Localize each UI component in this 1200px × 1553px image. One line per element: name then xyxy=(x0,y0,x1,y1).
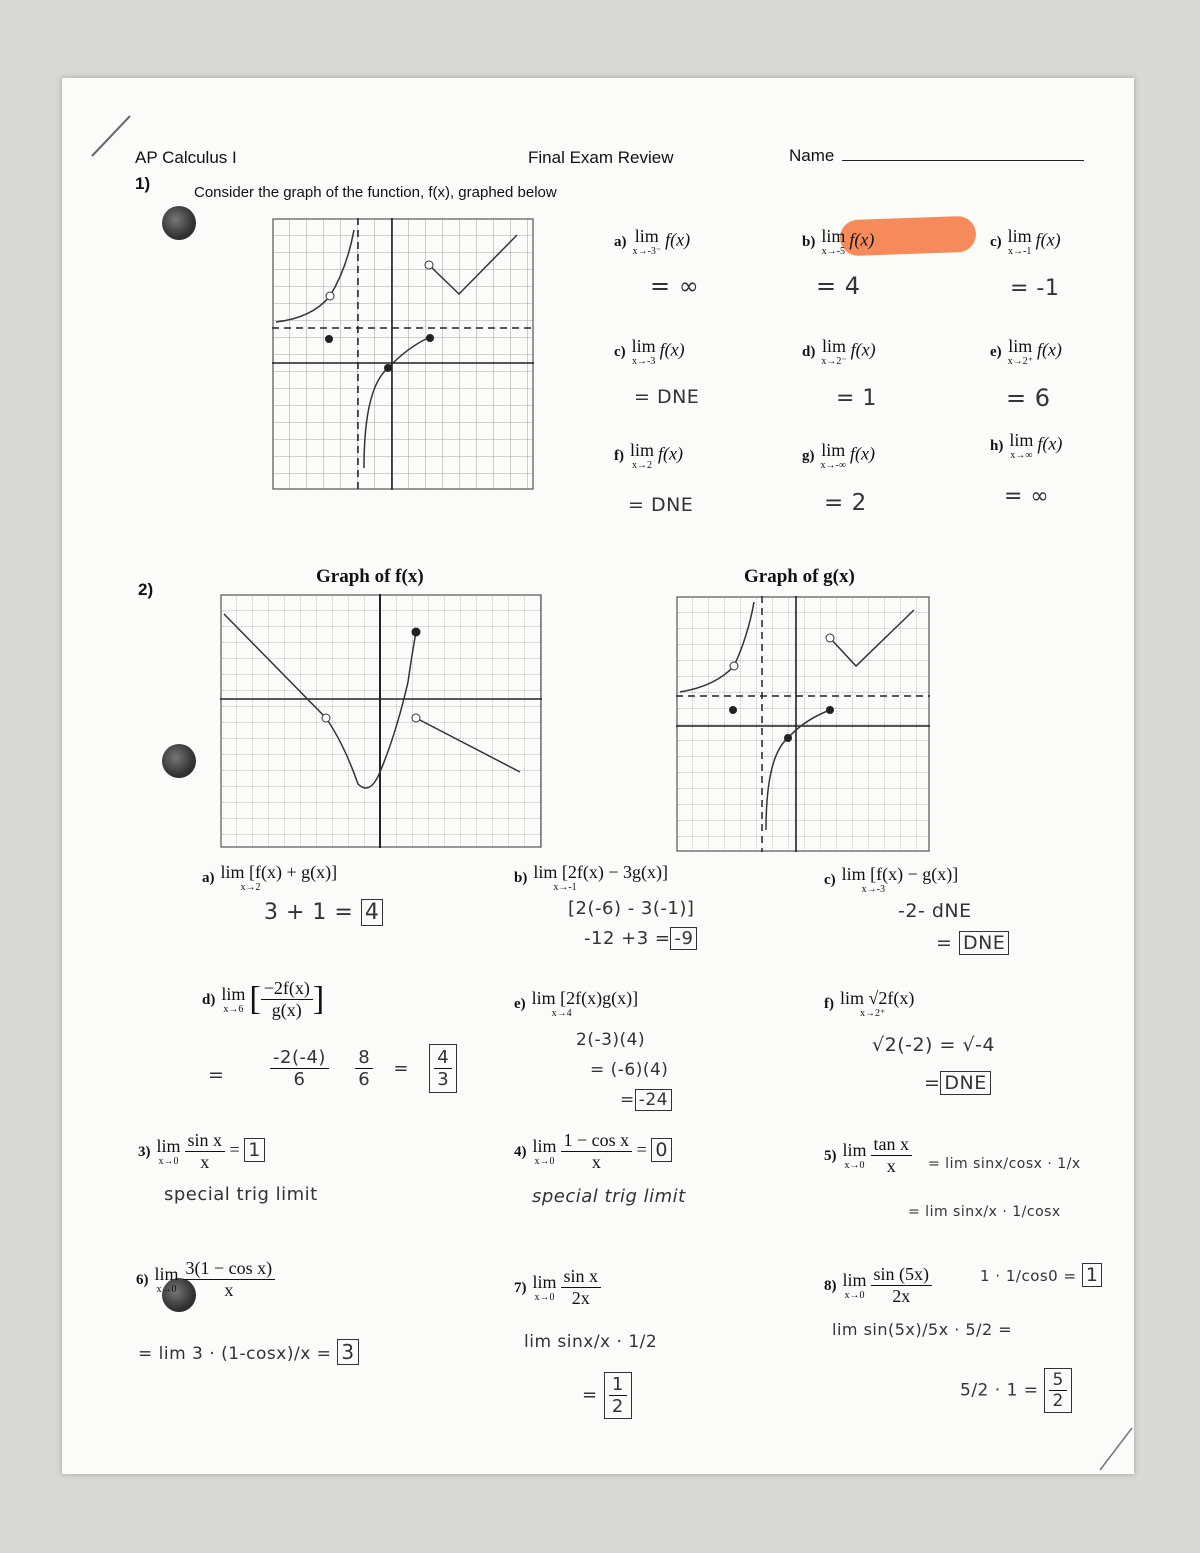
q2-work-e1: 2(-3)(4) xyxy=(576,1030,646,1050)
q1-part-d: d) lim x→2⁻ f(x) xyxy=(802,336,876,367)
q4-note: special trig limit xyxy=(532,1186,686,1207)
binder-hole xyxy=(162,744,196,778)
q4-answer: 0 xyxy=(651,1138,672,1162)
q2-part-c: c) lim [f(x) − g(x)] x→-3 xyxy=(824,864,959,895)
q7-answer: $\frac{1}{2}$ xyxy=(604,1372,632,1419)
q2-number: 2) xyxy=(138,580,154,599)
q6-answer: 3 xyxy=(337,1339,358,1365)
q5-work-2: = lim sinx/x · 1/cosx xyxy=(908,1204,1061,1220)
q5-work-3: 1 · 1/cos0 = 1 xyxy=(980,1264,1102,1286)
worksheet-page xyxy=(62,78,1134,1474)
q8-work-1: lim sin(5x)/5x · 5/2 = xyxy=(832,1320,1013,1339)
q2-work-d: $\frac{-2(-4)}{6}$ $\frac{8}{6}$ = $\frac{4}{3}$ xyxy=(270,1044,457,1093)
q7-answer-wrap: = $\frac{1}{2}$ xyxy=(582,1372,632,1419)
q1-answer-c1: = -1 xyxy=(1010,276,1060,301)
q5-answer: 1 xyxy=(1082,1263,1103,1287)
q3-problem: 3) lim x→0 $\frac{\text{sin x}}{x}$ = 1 xyxy=(138,1130,265,1173)
q5-problem: 5) lim x→0 $\frac{\text{tan x}}{x}$ xyxy=(824,1134,912,1177)
q2-answer-c: DNE xyxy=(959,931,1009,955)
q2-part-d: d) lim x→6 [ $\frac{-2f(x)}{g(x)}$ ] xyxy=(202,978,325,1020)
q2-work-c: -2- dNE xyxy=(898,900,972,922)
q1-prompt: Consider the graph of the function, f(x), graphed below xyxy=(194,184,557,201)
q1-part-c1: c) lim x→-1 f(x) xyxy=(990,226,1061,257)
graph-f xyxy=(220,594,542,848)
q1-part-e: e) lim x→2⁺ f(x) xyxy=(990,336,1062,367)
q7-work: lim sinx/x · 1/2 xyxy=(524,1332,658,1352)
graph-g-title: Graph of g(x) xyxy=(744,566,855,587)
q1-part-a: a) lim x→-3⁻ f(x) xyxy=(614,226,691,257)
q2-work-e2: = (-6)(4) xyxy=(590,1060,669,1080)
q1-answer-e: = 6 xyxy=(1006,384,1051,412)
q2-part-b: b) lim [2f(x) − 3g(x)] x→-1 xyxy=(514,862,668,893)
name-label: Name xyxy=(789,146,835,165)
q8-problem: 8) lim x→0 $\frac{\sin (5x)}{2x}$ xyxy=(824,1264,932,1307)
q2-work-b1: [2(-6) - 3(-1)] xyxy=(568,898,695,919)
q6-work: = lim 3 · (1-cosx)/x = 3 xyxy=(138,1340,359,1364)
q1-answer-d: = 1 xyxy=(836,386,877,411)
q8-answer: $\frac{5}{2}$ xyxy=(1044,1368,1071,1413)
q1-answer-a: = ∞ xyxy=(650,272,700,300)
q2-answer-e: -24 xyxy=(635,1089,672,1111)
q2-answer-b: -9 xyxy=(670,927,697,950)
q2-part-a: a) lim [f(x) + g(x)] x→2 xyxy=(202,862,338,893)
page-title: Final Exam Review xyxy=(528,148,674,167)
graph-f-title: Graph of f(x) xyxy=(316,566,424,587)
q1-number: 1) xyxy=(135,174,151,193)
q8-work-2: 5/2 · 1 = $\frac{5}{2}$ xyxy=(960,1368,1072,1413)
q1-answer-c2: = DNE xyxy=(634,386,700,408)
q1-part-b: b) lim x→-5 f(x) xyxy=(802,226,875,257)
q2-answer-f: DNE xyxy=(940,1071,990,1095)
q1-graph xyxy=(272,218,534,490)
q2-part-f: f) lim √2f(x) x→2⁺ xyxy=(824,988,915,1019)
q3-answer: 1 xyxy=(244,1138,265,1162)
q2-work-a: 3 + 1 = 4 xyxy=(264,900,383,925)
q2-answer-a: 4 xyxy=(361,899,384,926)
q2-work-f: √2(-2) = √-4 xyxy=(872,1034,996,1056)
q1-part-c2: c) lim x→-3 f(x) xyxy=(614,336,685,367)
q2-work-d-eq: = xyxy=(208,1064,225,1086)
binder-hole xyxy=(162,206,196,240)
q1-part-g: g) lim x→-∞ f(x) xyxy=(802,440,875,471)
corner-pen-mark xyxy=(1096,1424,1136,1474)
q2-answer-f-wrap: = DNE xyxy=(924,1072,991,1094)
name-line xyxy=(842,160,1084,161)
q1-part-f: f) lim x→2 f(x) xyxy=(614,440,683,471)
q2-answer-c-wrap: = DNE xyxy=(936,932,1009,954)
q1-answer-b: = 4 xyxy=(816,272,861,300)
q2-answer-e-wrap: = -24 xyxy=(620,1090,672,1110)
q1-part-h: h) lim x→∞ f(x) xyxy=(990,430,1063,461)
q3-note: special trig limit xyxy=(164,1184,318,1205)
q2-part-e: e) lim [2f(x)g(x)] x→4 xyxy=(514,988,639,1019)
q1-answer-g: = 2 xyxy=(824,490,867,516)
q5-work-1: = lim sinx/cosx · 1/x xyxy=(928,1156,1081,1172)
course-title: AP Calculus I xyxy=(135,148,237,167)
q4-problem: 4) lim x→0 $\frac{\text{1 − cos x}}{x}$ = 0 xyxy=(514,1130,672,1173)
q6-problem: 6) lim x→0 $\frac{\text{3(1 − cos x)}}{x}$ xyxy=(136,1258,275,1301)
q7-problem: 7) lim x→0 $\frac{\text{sin x}}{2x}$ xyxy=(514,1266,601,1309)
corner-pen-mark xyxy=(88,112,138,162)
graph-g xyxy=(676,596,930,852)
q2-work-b2: -12 +3 = -9 xyxy=(584,928,697,949)
q1-answer-f: = DNE xyxy=(628,494,694,516)
q1-answer-h: = ∞ xyxy=(1004,484,1050,509)
